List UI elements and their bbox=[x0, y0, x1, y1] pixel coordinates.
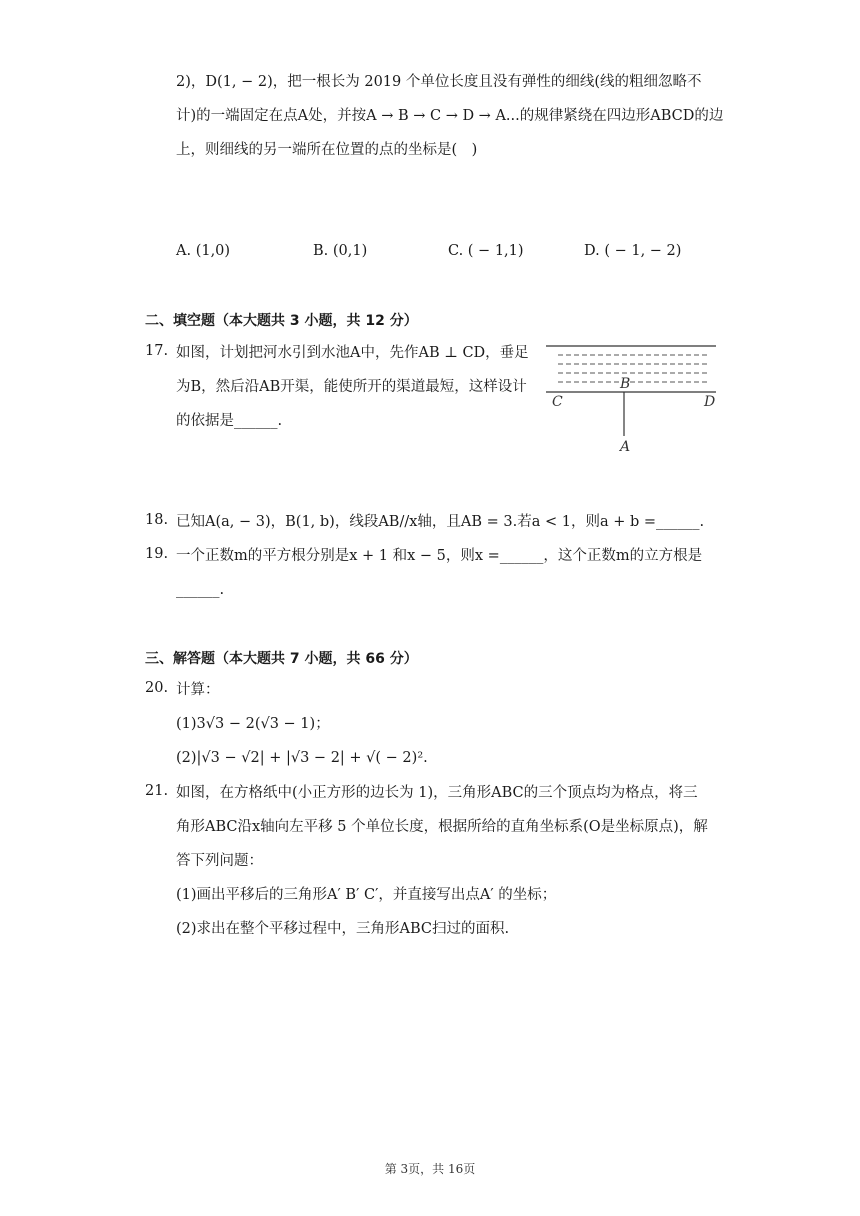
section-heading-fill-blank: 二、填空题（本大题共 3 小题，共 12 分） bbox=[145, 313, 418, 329]
q17-text-line2: 为B，然后沿AB开渠，能使所开的渠道最短，这样设计 bbox=[176, 379, 527, 395]
q16-text-line1: 2)，D(1, − 2)，把一根长为 2019 个单位长度且没有弹性的细线(线的粗细忽略不 bbox=[176, 74, 702, 90]
q19-number: 19. bbox=[145, 546, 169, 562]
label-b: B bbox=[620, 376, 631, 392]
label-c: C bbox=[552, 394, 563, 410]
q16-option-d: D. ( − 1, − 2) bbox=[584, 243, 682, 259]
q16-text-line2: 计)的一端固定在点A处，并按A → B → C → D → A...的规律紧绕在四边形ABCD的边 bbox=[176, 108, 724, 124]
q16-option-c: C. ( − 1,1) bbox=[448, 243, 524, 259]
q20-part1: (1)3√3 − 2(√3 − 1)； bbox=[176, 716, 330, 732]
q21-text-line3: 答下列问题： bbox=[176, 853, 263, 869]
q20-number: 20. bbox=[145, 680, 169, 696]
section-heading-solutions: 三、解答题（本大题共 7 小题，共 66 分） bbox=[145, 651, 418, 667]
q17-river-figure bbox=[540, 340, 725, 458]
q18-text-line1: 已知A(a, − 3)，B(1, b)，线段AB//x轴，且AB = 3.若a < 1，则a + b =______. bbox=[176, 514, 705, 530]
q21-part2: (2)求出在整个平移过程中，三角形ABC扫过的面积. bbox=[176, 921, 510, 937]
page-footer: 第 3页，共 16页 bbox=[384, 1162, 476, 1176]
q21-text-line2: 角形ABC沿x轴向左平移 5 个单位长度，根据所给的直角坐标系(O是坐标原点)，解 bbox=[176, 819, 708, 835]
q21-part1: (1)画出平移后的三角形A′ B′ C′，并直接写出点A′ 的坐标； bbox=[176, 887, 557, 903]
label-d: D bbox=[704, 394, 716, 410]
q16-option-b: B. (0,1) bbox=[313, 243, 368, 259]
q16-text-line3: 上，则细线的另一端所在位置的点的坐标是( ) bbox=[176, 142, 478, 158]
q21-text-line1: 如图，在方格纸中(小正方形的边长为 1)，三角形ABC的三个顶点均为格点，将三 bbox=[176, 785, 698, 801]
q19-text-line2: ______. bbox=[176, 582, 225, 598]
q20-part2: (2)|√3 − √2| + |√3 − 2| + √( − 2)². bbox=[176, 750, 428, 766]
label-a: A bbox=[620, 439, 631, 455]
q20-text-line1: 计算： bbox=[176, 682, 220, 698]
q17-text-line1: 如图，计划把河水引到水池A中，先作AB ⊥ CD，垂足 bbox=[176, 345, 529, 361]
q18-number: 18. bbox=[145, 512, 169, 528]
q16-option-a: A. (1,0) bbox=[176, 243, 231, 259]
q21-number: 21. bbox=[145, 783, 169, 799]
q19-text-line1: 一个正数m的平方根分别是x + 1 和x − 5，则x =______，这个正数m的立方根是 bbox=[176, 548, 703, 564]
q17-number: 17. bbox=[145, 343, 169, 359]
q17-text-line3: 的依据是______. bbox=[176, 413, 283, 429]
